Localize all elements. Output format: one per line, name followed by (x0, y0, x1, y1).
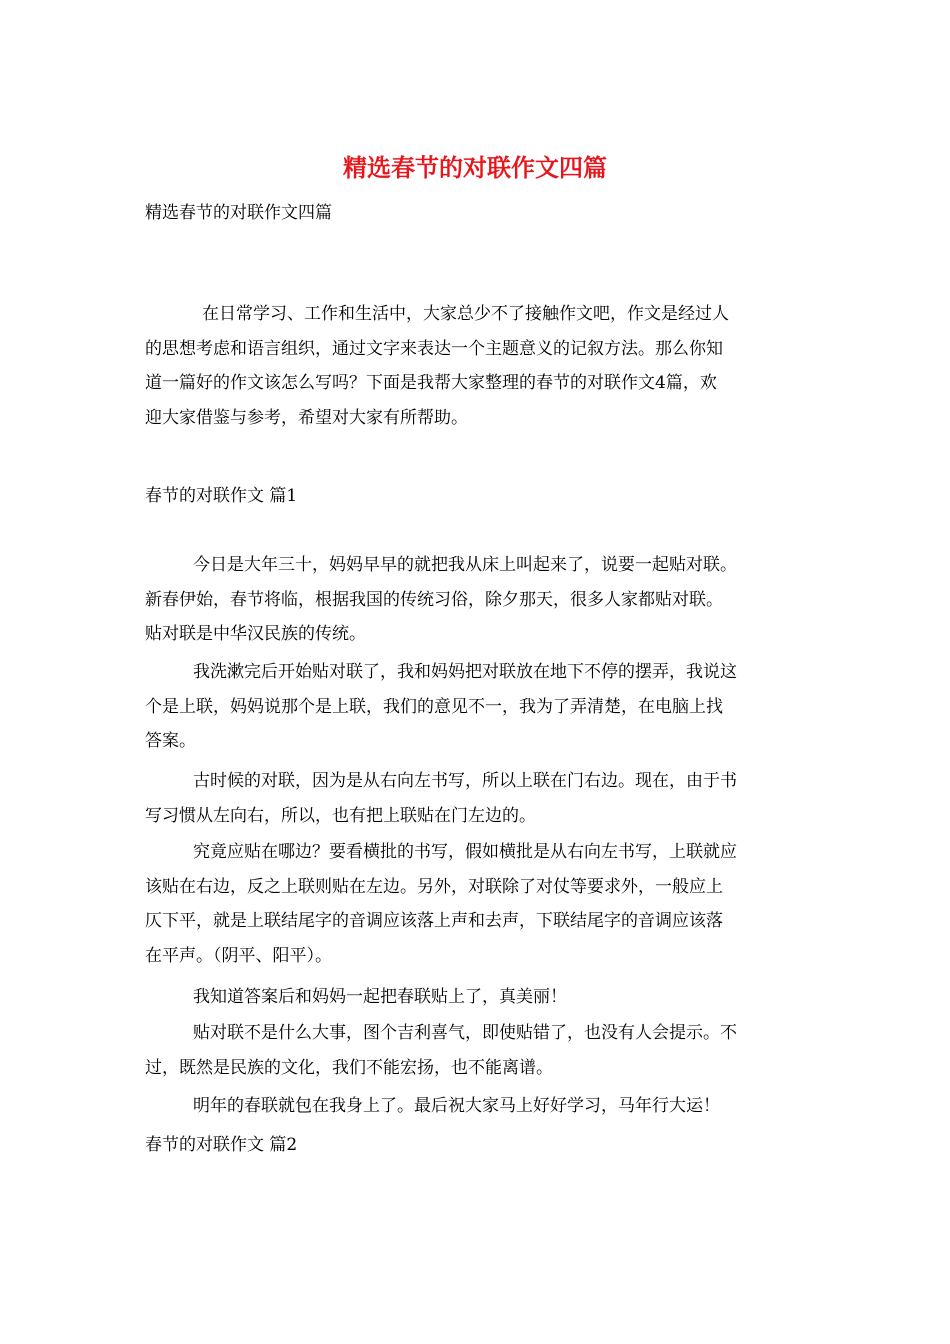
section1-paragraph-2 (145, 655, 810, 759)
paragraph-line: 贴对联是中华汉民族的传统。 (145, 624, 366, 644)
intro-paragraph (145, 297, 810, 435)
paragraph-line: 古时候的对联，因为是从右向左书写，所以上联在门右边。现在，由于书 (193, 771, 737, 791)
paragraph-line: 答案。 (145, 731, 196, 751)
document-subtitle: 精选春节的对联作文四篇 (145, 203, 332, 223)
paragraph-line: 过，既然是民族的文化，我们不能宏扬，也不能离谱。 (145, 1057, 553, 1078)
section1-paragraph-4 (145, 835, 810, 973)
intro-line: 在日常学习、工作和生活中，大家总少不了接触作文吧，作文是经过人 (202, 304, 729, 324)
section-heading-2: 春节的对联作文 篇2 (145, 1135, 298, 1155)
paragraph-line: 个是上联，妈妈说那个是上联，我们的意见不一，我为了弄清楚，在电脑上找 (145, 696, 723, 717)
section-heading-1: 春节的对联作文 篇1 (145, 486, 298, 506)
section1-paragraph-6 (145, 1016, 810, 1085)
section1-paragraph-3 (145, 764, 810, 833)
section1-paragraph-7 (145, 1089, 810, 1124)
paragraph-line: 贴对联不是什么大事，图个吉利喜气，即使贴错了，也没有人会提示。不 (193, 1023, 737, 1043)
paragraph-line: 明年的春联就包在我身上了。最后祝大家马上好好学习，马年行大运！ (193, 1096, 720, 1116)
paragraph-line: 究竟应贴在哪边？要看横批的书写，假如横批是从右向左书写，上联就应 (193, 842, 737, 862)
paragraph-line: 今日是大年三十，妈妈早早的就把我从床上叫起来了，说要一起贴对联。 (193, 555, 737, 575)
intro-line: 道一篇好的作文该怎么写吗？下面是我帮大家整理的春节的对联作文4篇，欢 (145, 373, 717, 393)
paragraph-line: 写习惯从左向右，所以，也有把上联贴在门左边的。 (145, 805, 536, 826)
paragraph-line: 该贴在右边，反之上联则贴在左边。另外，对联除了对仗等要求外，一般应上 (145, 876, 723, 897)
section1-paragraph-1 (145, 548, 810, 652)
intro-line: 迎大家借鉴与参考，希望对大家有所帮助。 (145, 407, 468, 428)
paragraph-line: 仄下平，就是上联结尾字的音调应该落上声和去声，下联结尾字的音调应该落 (145, 911, 723, 931)
paragraph-line: 我洗漱完后开始贴对联了，我和妈妈把对联放在地下不停的摆弄，我说这 (193, 662, 737, 682)
section1-paragraph-5 (145, 980, 810, 1015)
intro-line: 的思想考虑和语言组织，通过文字来表达一个主题意义的记叙方法。那么你知 (145, 338, 723, 359)
paragraph-line: 我知道答案后和妈妈一起把春联贴上了，真美丽！ (193, 987, 567, 1007)
paragraph-line: 新春伊始，春节将临，根据我国的传统习俗，除夕那天，很多人家都贴对联。 (145, 589, 723, 610)
paragraph-line: 在平声。（阴平、阳平）。 (145, 945, 332, 966)
document-title: 精选春节的对联作文四篇 (343, 153, 607, 182)
